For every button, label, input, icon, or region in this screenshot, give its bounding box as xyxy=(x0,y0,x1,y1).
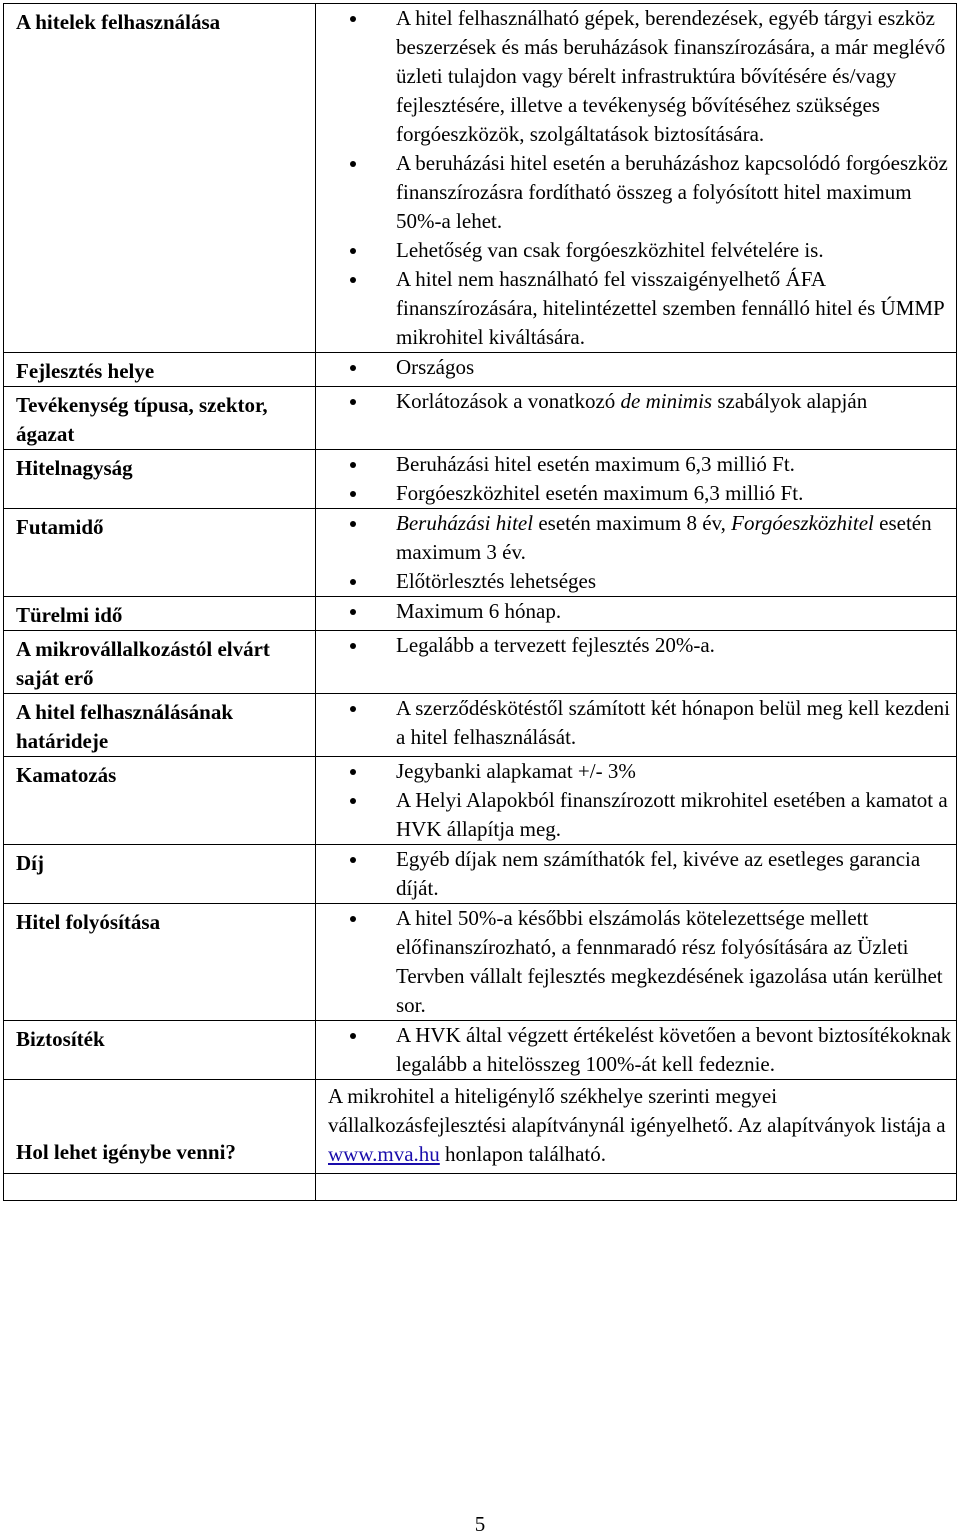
bullet-item: Beruházási hitel esetén maximum 8 év, Forgóeszközhitel esetén maximum 3 év. xyxy=(316,509,956,567)
bullet-list xyxy=(316,387,956,416)
row-label: Fejlesztés helye xyxy=(16,359,155,383)
bullet-item: Beruházási hitel esetén maximum 6,3 millió Ft. xyxy=(316,450,956,479)
bullet-item: Lehetőség van csak forgóeszközhitel felvételére is. xyxy=(316,236,956,265)
row-content-cell xyxy=(316,4,957,353)
table-row xyxy=(4,631,957,694)
where-to-apply-text-before: A mikrohitel a hiteligénylő székhelye szerinti megyei vállalkozásfejlesztési alapítványnál igényelhető. Az alapítványok listája a xyxy=(328,1084,946,1137)
bullet-item: Országos xyxy=(316,353,956,382)
info-table xyxy=(3,3,957,1201)
table-row xyxy=(4,387,957,450)
bullet-list xyxy=(316,509,956,596)
bullet-item: Előtörlesztés lehetséges xyxy=(316,567,956,596)
bullet-item: A Helyi Alapokból finanszírozott mikrohitel esetében a kamatot a HVK állapítja meg. xyxy=(316,786,956,844)
table-row xyxy=(4,845,957,904)
row-content-cell xyxy=(316,1021,957,1080)
table-body xyxy=(4,4,957,1201)
row-content-cell xyxy=(316,450,957,509)
table-row xyxy=(4,4,957,353)
row-label-cell xyxy=(4,597,316,631)
bullet-item: A szerződéskötéstől számított két hónapon belül meg kell kezdeni a hitel felhasználását. xyxy=(316,694,956,752)
row-label: A hitel felhasználásának határideje xyxy=(16,700,234,753)
where-to-apply-text-after: honlapon található. xyxy=(439,1142,607,1166)
bullet-list xyxy=(316,757,956,844)
row-label: Hitelnagyság xyxy=(16,456,133,480)
bullet-item: A beruházási hitel esetén a beruházáshoz kapcsolódó forgóeszköz finanszírozásra fordítható összeg a folyósított hitel maximum 50%-a lehet. xyxy=(316,149,956,236)
row-label: Hitel folyósítása xyxy=(16,910,161,934)
row-content-cell xyxy=(316,757,957,845)
bullet-item: Forgóeszközhitel esetén maximum 6,3 millió Ft. xyxy=(316,479,956,508)
row-label-cell xyxy=(4,845,316,904)
row-content-cell xyxy=(316,597,957,631)
table-row xyxy=(4,597,957,631)
row-label: Biztosíték xyxy=(16,1027,105,1051)
bullet-item: Legalább a tervezett fejlesztés 20%-a. xyxy=(316,631,956,660)
bullet-list xyxy=(316,597,956,626)
bullet-item: A hitel 50%-a későbbi elszámolás kötelezettsége mellett előfinanszírozható, a fennmaradó rész folyósítására az Üzleti Tervben vállalt fejlesztés megkezdésének igazolása után kerülhet sor. xyxy=(316,904,956,1020)
table-row xyxy=(4,509,957,597)
row-label-cell xyxy=(4,1080,316,1174)
bullet-list xyxy=(316,694,956,752)
where-to-apply-text xyxy=(316,1080,956,1173)
row-label-cell xyxy=(4,631,316,694)
row-content-cell xyxy=(316,509,957,597)
bullet-item: Egyéb díjak nem számíthatók fel, kivéve az esetleges garancia díját. xyxy=(316,845,956,903)
row-label-cell xyxy=(4,694,316,757)
row-label: A hitelek felhasználása xyxy=(16,10,221,34)
row-content-cell xyxy=(316,387,957,450)
bullet-list xyxy=(316,1021,956,1079)
row-label-cell xyxy=(4,450,316,509)
bullet-list xyxy=(316,845,956,903)
row-label-cell xyxy=(4,509,316,597)
bullet-item: A hitel nem használható fel visszaigényelhető ÁFA finanszírozására, hitelintézettel szemben fennálló hitel és ÚMMP mikrohitel kiváltására. xyxy=(316,265,956,352)
row-label-cell xyxy=(4,904,316,1021)
row-content-cell xyxy=(316,631,957,694)
row-label: Díj xyxy=(16,851,44,875)
row-content-cell xyxy=(316,694,957,757)
empty-cell xyxy=(316,1174,957,1201)
empty-cell xyxy=(4,1174,316,1201)
table-row xyxy=(4,757,957,845)
row-content-cell xyxy=(316,353,957,387)
row-label: Türelmi idő xyxy=(16,603,123,627)
table-row xyxy=(4,1080,957,1174)
empty-row xyxy=(4,1174,957,1201)
bullet-item: Korlátozások a vonatkozó de minimis szabályok alapján xyxy=(316,387,956,416)
bullet-list xyxy=(316,353,956,382)
row-content-cell xyxy=(316,1080,957,1174)
mva-link[interactable]: www.mva.hu xyxy=(328,1142,440,1166)
bullet-item: A hitel felhasználható gépek, berendezések, egyéb tárgyi eszköz beszerzések és más beruházások finanszírozására, a már meglévő üzleti tulajdon vagy bérelt infrastruktúra bővítésére és/vagy fejlesztésére, illetve a tevékenység bővítéséhez szükséges forgóeszközök, szolgáltatások biztosítására. xyxy=(316,4,956,149)
row-label-cell xyxy=(4,4,316,353)
table-row xyxy=(4,353,957,387)
row-label: Hol lehet igénybe venni? xyxy=(16,1140,236,1164)
bullet-item: Maximum 6 hónap. xyxy=(316,597,956,626)
page-number: 5 xyxy=(474,1512,486,1536)
row-label: Kamatozás xyxy=(16,763,117,787)
row-label-cell xyxy=(4,353,316,387)
bullet-list xyxy=(316,631,956,660)
row-label: A mikrovállalkozástól elvárt saját erő xyxy=(16,637,270,690)
bullet-item: A HVK által végzett értékelést követően a bevont biztosítékoknak legalább a hitelösszeg 100%-át kell fedeznie. xyxy=(316,1021,956,1079)
row-content-cell xyxy=(316,845,957,904)
row-label-cell xyxy=(4,387,316,450)
bullet-item: Jegybanki alapkamat +/- 3% xyxy=(316,757,956,786)
row-label: Tevékenység típusa, szektor, ágazat xyxy=(16,393,268,446)
row-label-cell xyxy=(4,757,316,845)
table-row xyxy=(4,904,957,1021)
bullet-list xyxy=(316,4,956,352)
table-row xyxy=(4,694,957,757)
table-row xyxy=(4,450,957,509)
row-content-cell xyxy=(316,904,957,1021)
row-label: Futamidő xyxy=(16,515,104,539)
bullet-list xyxy=(316,904,956,1020)
table-row xyxy=(4,1021,957,1080)
bullet-list xyxy=(316,450,956,508)
row-label-cell xyxy=(4,1021,316,1080)
